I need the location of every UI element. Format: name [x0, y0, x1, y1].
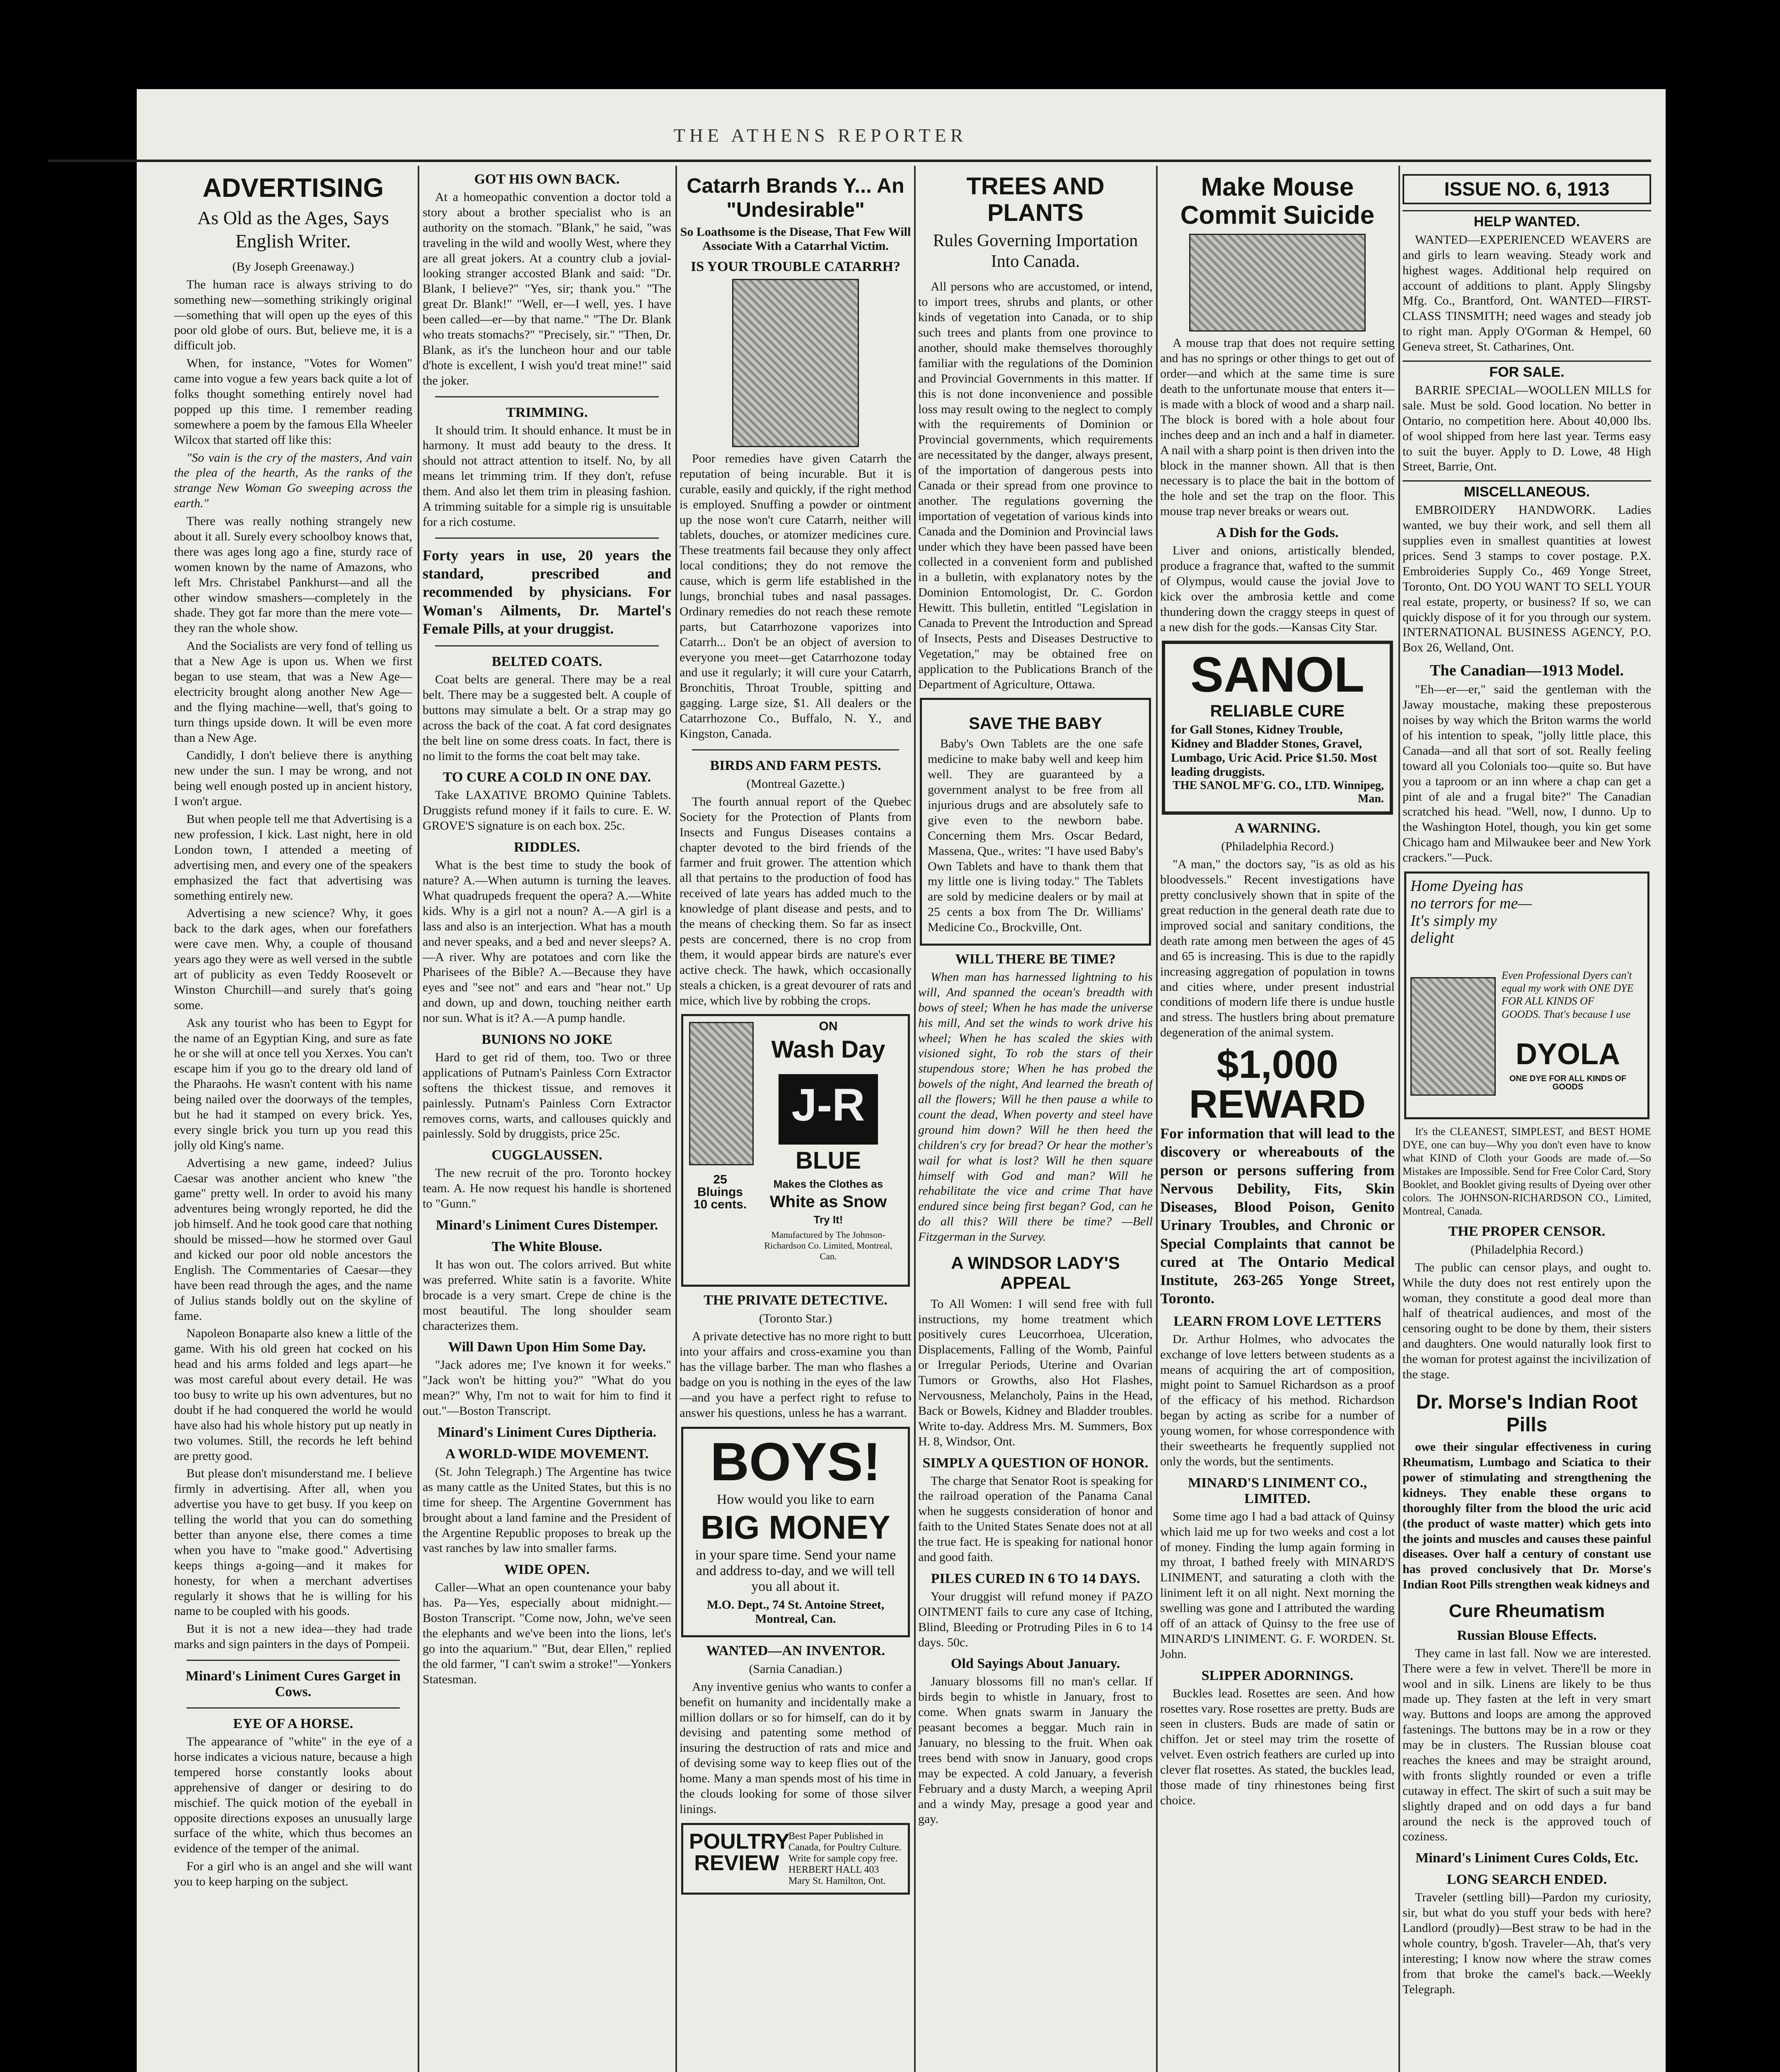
- headline-canadian-model: The Canadian—1913 Model.: [1430, 662, 1624, 680]
- byline: (Toronto Star.): [759, 1312, 832, 1326]
- article-paragraph: "Jack adores me; I've known it for weeks." "Jack won't be hitting you?" "What do you mean?" Why, I'm not to wait for him to find it out."—Boston Transcript.: [423, 1358, 671, 1418]
- pointing-hand-illustration: [689, 1022, 754, 1165]
- byline: (Philadelphia Record.): [1221, 840, 1334, 854]
- headline-eye-of-horse: EYE OF A HORSE.: [233, 1716, 353, 1732]
- headline-birds: BIRDS AND FARM PESTS.: [710, 758, 881, 773]
- article-paragraph: What is the best time to study the book of nature? A.—When autumn is turning the leaves. What quadrupeds frequent the opera? A.—White kids. Why is a girl not a noun? A.—A girl is a lass and also is an interjection. What has a mouth and never speaks, and a bed and never sleeps? A.—A river. Why are potatoes and corn like the Pharisees of the Bible? A.—Because they have eyes and "see not" and ears and "hear not." Up and down, up and down, touching neither earth nor sun. What is it? A.—A pump handle.: [423, 858, 671, 1025]
- headline-belted-coats: BELTED COATS.: [491, 654, 602, 670]
- headline-wanted-inventor: WANTED—AN INVENTOR.: [706, 1643, 885, 1658]
- headline-minards-liniment-co: MINARD'S LINIMENT CO., LIMITED.: [1188, 1475, 1367, 1506]
- sanol-subtitle: RELIABLE CURE: [1210, 702, 1345, 721]
- column-rule: [675, 166, 677, 2072]
- subhead-advertising: As Old as the Ages, Says English Writer.: [197, 207, 389, 252]
- column-rule: [1398, 166, 1400, 2072]
- headline-mouse-suicide: Make Mouse Commit Suicide: [1180, 173, 1375, 230]
- reward-ad: [1160, 1042, 1395, 1308]
- column-rule: [418, 166, 419, 2072]
- sanol-text: for Gall Stones, Kidney Trouble, Kidney and Bladder Stones, Gravel, Lumbago, Uric Acid. Price $1.50. Most leading druggists.: [1171, 723, 1377, 779]
- subhead-catarrh: So Loathsome is the Disease, That Few Will Associate With a Catarrhal Victim.: [680, 225, 911, 253]
- headline-trimming: TRIMMING.: [506, 404, 588, 420]
- headline-cure-cold: TO CURE A COLD IN ONE DAY.: [443, 770, 651, 785]
- dyola-one-dye: ONE DYE FOR ALL KINDS OF GOODS: [1509, 1074, 1627, 1092]
- heading-for-sale: FOR SALE.: [1403, 361, 1651, 380]
- masthead: THE ATHENS REPORTER: [673, 125, 967, 146]
- reward-amount: $1,000: [1216, 1042, 1338, 1087]
- column-five: [1160, 166, 1395, 2072]
- filler-line: For a girl who is an angel and she will want you to keep harping on the subject.: [174, 1859, 412, 1889]
- top-rule: [48, 160, 1651, 162]
- minards-notice: Minard's Liniment Cures Colds, Etc.: [1415, 1850, 1638, 1866]
- headline-will-dawn: Will Dawn Upon Him Some Day.: [448, 1339, 646, 1355]
- classified-text: BARRIE SPECIAL—WOOLLEN MILLS for sale. Must be sold. Good location. No better in Ontario, no competition here. About 40,000 lbs. of wool shipped from here last year. Terms easy to suit the buyer. Apply to D. Lowe, 48 High Street, Barrie, Ont.: [1403, 383, 1651, 474]
- column-rule: [1156, 166, 1158, 2072]
- article-paragraph: "Eh—er—er," said the gentleman with the Jaway moustache, making these preposterous noises by way which the Briton warms the world of his intention to speak, "jolly little place, this Canada—and all that sort of sot. Really feeling toward all you Colonials too—quite so. But have you a taproom or an inn where a chap can get a pint of ale and a frugal bite?" The Canadian scratched his head. "Well, now, I dunno. Up to the Washington Hotel, though, you kin get some Chicago ham and Milwaukee beer and New York crackers."—Puck.: [1403, 683, 1651, 865]
- washday-maker: Manufactured by The Johnson-Richardson Co. Limited, Montreal, Can.: [764, 1230, 892, 1262]
- article-paragraph: January blossoms fill no man's cellar. If birds begin to whistle in January, frost to come. When gnats swarm in January the peasant becomes a beggar. Much rain in January, no blessing to the fruit. When oak trees bend with snow in January, good crops may be expected. A cold January, a feverish February and a dusty March, a weeping April and a windy May, presage a good year and gay.: [918, 1675, 1153, 1826]
- headline-private-detective: THE PRIVATE DETECTIVE.: [704, 1293, 888, 1308]
- column-advertising: [174, 166, 412, 2072]
- headline-russian-blouse: Russian Blouse Effects.: [1457, 1627, 1597, 1643]
- headline-white-blouse: The White Blouse.: [491, 1239, 602, 1254]
- byline: (Sarnia Canadian.): [749, 1662, 842, 1676]
- article-paragraph: Baby's Own Tablets are the one safe medicine to make baby well and keep him well. They are guaranteed by a government analyst to be free from all injurious drugs and are absolutely safe to give even to the newborn babe. Concerning them Mrs. Oscar Bedard, Massena, Que., writes: "I have used Baby's Own Tablets and have to thank them that my little one is living today." The Tablets are sold by medicine dealers or by mail at 25 cents a box from The Dr. Williams' Medicine Co., Brockville, Ont.: [928, 737, 1143, 934]
- headline-save-the-baby: SAVE THE BABY: [969, 714, 1102, 733]
- boys-big-money: BIG MONEY: [701, 1508, 890, 1546]
- boys-question: How would you like to earn: [716, 1491, 875, 1507]
- headline-catarrh: Catarrh Brands Y... An "Undesirable": [687, 174, 905, 221]
- morse-cure-rheumatism: Cure Rheumatism: [1449, 1601, 1605, 1622]
- article-paragraph: Hard to get rid of them, too. Two or three applications of Putnam's Painless Corn Extractor softens the thickest tissue, and removes it painlessly. Putnam's Painless Corn Extractor removes corns, warts, and callouses quickly and painlessly. Sold by druggists, price 25c.: [423, 1050, 671, 1141]
- divider: [692, 749, 899, 750]
- minards-notice: Minard's Liniment Cures Diptheria.: [437, 1424, 657, 1440]
- article-paragraph: Ask any tourist who has been to Egypt for the name of an Egyptian King, and sure as fate he or she will at once tell you Xerxes. You can't escape him if you go to the dreary old land of the Pharaohs. He wasn't content with his name being nailed over the doorways of the temples, but he had it stamped on every brick. Yes, every single brick you turn up you read this jolly old King's name.: [174, 1016, 412, 1152]
- divider: [435, 645, 659, 646]
- article-paragraph: Candidly, I don't believe there is anything new under the sun. I may be wrong, and not being well enough posted up in ancient history, I won't argue.: [174, 748, 412, 808]
- article-paragraph: But it is not a new idea—they had trade marks and sign painters in the days of Pompeii.: [174, 1622, 412, 1651]
- morse-text: owe their singular effectiveness in curing Rheumatism, Lumbago and Sciatica to their power of stimulating and strengthening the kidneys. They enable these organs to thoroughly filter from the blood the uric acid (the product of waste matter) which gets into the joints and muscles and causes these painful diseases. Over half a century of constant use has proved conclusively that Dr. Morse's Indian Root Pills strengthen weak kidneys and: [1403, 1440, 1651, 1592]
- boys-text: in your spare time. Send your name and address to-day, and we will tell you all about it.: [695, 1547, 896, 1594]
- article-paragraph: To All Women: I will send free with full instructions, my home treatment which positively cures Leucorrhoea, Ulceration, Displacements, Falling of the Womb, Painful or Irregular Periods, Uterine and Ovarian Tumors or Growths, also Hot Flashes, Nervousness, Melancholy, Pains in the Head, Back or Bowels, Kidney and Bladder troubles. Write to-day. Address Mrs. M. Summers, Box H. 8, Windsor, Ont.: [918, 1297, 1153, 1448]
- article-paragraph: Buckles lead. Rosettes are seen. And how rosettes vary. Rose rosettes are pretty. Buds are seen in clusters. Buds are made of satin or chiffon. Jet or steel may trim the rosette of velvet. Even ostrich feathers are curled up into clever flat rosettes. As stated, the buckles lead, those made of tiny rhinestones being first choice.: [1160, 1686, 1395, 1807]
- headline-warning: A WARNING.: [1234, 821, 1320, 836]
- article-paragraph: The appearance of "white" in the eye of a horse indicates a vicious nature, because a high tempered horse constantly looks about apprehensive of danger or desiring to do mischief. The quick motion of the eyeball in opposite directions exposes an unusually large surface of the white, which thus becomes an evidence of the temper of the animal.: [174, 1735, 412, 1856]
- headline-advertising: ADVERTISING: [202, 173, 384, 203]
- jr-logo: J-R: [779, 1074, 878, 1145]
- divider: [186, 1707, 400, 1709]
- article-paragraph: But please don't misunderstand me. I believe firmly in advertising. After all, when you advertise you have to get busy. If you keep on telling the world that you can do something better than anyone else, there comes a time when you have to "make good." Advertising keeps things a-going—and it makes for honesty, for when a merchant advertises regularly it shows that he is willing for his name to be coupled with his goods.: [174, 1467, 412, 1618]
- article-paragraph: Advertising a new game, indeed? Julius Caesar was another ancient who knew "the game" pretty well. In order to avoid his many adventures being wrongly reported, he did the job himself. And he took good care that nothing should be missed—how he stormed over Gaul and kicked our poor old noble ancestors the English. The Commentaries of Caesar—they have been read through the ages, and the name of Julius stands boldly out on the skyline of fame.: [174, 1156, 412, 1323]
- jr-blue: BLUE: [796, 1147, 861, 1174]
- article-paragraph: And the Socialists are very fond of telling us that a New Age is upon us. When we first began to use steam, that was a New Age—electricity brought along another New Age—and the flying machine—well, that's going to turn things upside down. It will be even more than a New Age.: [174, 639, 412, 745]
- article-paragraph: All persons who are accustomed, or intend, to import trees, shrubs and plants, or other kinds of vegetation into Canada, or to ship such trees and plants from one province to another, should make themselves thoroughly familiar with the regulations of the Dominion and Provincial Governments in this matter. If this is not done inconvenience and possible loss may result owing to the neglect to comply with the requirements of Dominion or Provincial governments, which requirements are necessitated by the danger, always present, of the importation of dangerous pests into Canada or their spread from one province to another. The regulations governing the importation of vegetation of various kinds into Canada and the Dominion and Provincial laws under which they have been passed have been collected in a convenient form and published in a bulletin, with explanatory notes by the Dominion Entomologist, Dr. C. Gordon Hewitt. This bulletin, entitled "Legislation in Canada to Prevent the Introduction and Spread of Insects, Pests and Diseases Destructive to Vegetation," may be obtained free on application to the Publications Branch of the Department of Agriculture, Ottawa.: [918, 280, 1153, 691]
- article-paragraph: When, for instance, "Votes for Women" came into vogue a few years back quite a lot of folks thought something entirely novel had popped up this time. I remember reading somewhere a poem by the famous Ella Wheeler Wilcox that started off like this:: [174, 356, 412, 447]
- dyola-brand: DYOLA: [1516, 1037, 1620, 1071]
- article-paragraph: The public can censor plays, and ought to. While the duty does not rest entirely upon the woman, they constitute a good deal more than half of theatrical audiences, and most of the censoring ought to be done by them, their sisters and daughters. One would naturally look first to the woman for protest against the incivilization of the stage.: [1403, 1260, 1651, 1381]
- byline: (By Joseph Greenaway.): [232, 259, 354, 274]
- washday-makes: Makes the Clothes as: [773, 1178, 883, 1191]
- article-paragraph: "A man," the doctors say, "is as old as his bloodvessels." Recent investigations have pretty conclusively shown that in spite of the great reduction in the general death rate due to improved social and sanitary conditions, the death rate among men between the ages of 45 and 65 is increasing. This is due to the rapidly increasing aggregation of population in towns and cities where, under present industrial conditions of modern life there is undue hustle and stress. The hustlers bring about premature degeneration of the animal system.: [1160, 857, 1395, 1040]
- sanol-title: SANOL: [1190, 647, 1364, 703]
- headline-world-wide: A WORLD-WIDE MOVEMENT.: [445, 1446, 649, 1462]
- byline: (Philadelphia Record.): [1470, 1242, 1583, 1256]
- washday-try: Try It!: [813, 1213, 843, 1226]
- washday-price: 25 Bluings 10 cents.: [693, 1173, 747, 1212]
- article-paragraph: A mouse trap that does not require setting and has no springs or other things to get out of order—and which at the same time is sure death to the unfortunate mouse that enters it—is made with a block of wood and a sharp nail. The block is bored with a hole about four inches deep and an inch and a half in diameter. A nail with a sharp point is then driven into the block in the manner shown. All that is then necessary is to place the bait in the bottom of the hole and set the trap on the floor. This mouse trap never breaks or wears out.: [1160, 336, 1395, 518]
- poultry-review-ad: [681, 1823, 910, 1895]
- headline-got-his-own-back: GOT HIS OWN BACK.: [474, 172, 620, 187]
- boys-ad: [681, 1427, 910, 1637]
- headline-piles-cured: PILES CURED IN 6 TO 14 DAYS.: [931, 1571, 1140, 1586]
- headline-cugglaussen: CUGGLAUSSEN.: [491, 1147, 602, 1163]
- headline-slipper-adornings: SLIPPER ADORNINGS.: [1201, 1668, 1354, 1683]
- article-paragraph: Dr. Arthur Holmes, who advocates the exchange of love letters between students as a means of acquiring the art of composition, might point to Samuel Richardson as a proof of the efficacy of his method. Richardson began by acting as scribe for a number of young women, for whose correspondence with their sweethearts he frequently supplied not only the words, but the sentiments.: [1160, 1332, 1395, 1468]
- woman-dyeing-illustration: [1410, 977, 1496, 1096]
- article-paragraph: It has won out. The colors arrived. But white was preferred. White satin is a favorite. White brocade is a very smart. Crepe de chine is the most beautiful. The long shoulder seam characterizes them.: [423, 1257, 671, 1333]
- boys-title: BOYS!: [710, 1431, 881, 1492]
- headline-love-letters: LEARN FROM LOVE LETTERS: [1173, 1313, 1381, 1329]
- article-paragraph: Some time ago I had a bad attack of Quinsy which laid me up for two weeks and cost a lot of money. Finding the lump again forming in my throat, I bathed freely with MINARD'S LINIMENT, and saturating a cloth with the liniment left it on all night. Next morning the swelling was gone and I attributed the warding off of an attack of Quinsy to the free use of MINARD'S LINIMENT. G. F. WORDEN. St. John.: [1160, 1509, 1395, 1661]
- dyola-headline: Home Dyeing has no terrors for me—It's simply my delight: [1410, 877, 1532, 947]
- article-paragraph: Take LAXATIVE BROMO Quinine Tablets. Druggists refund money if it fails to cure. E. W. GROVE'S signature is on each box. 25c.: [423, 788, 671, 833]
- sanol-ad: [1162, 641, 1393, 815]
- column-classifieds: [1403, 166, 1651, 2072]
- poem-quote: "So vain is the cry of the masters, And vain the plea of the hearth, As the ranks of the strange New Woman Go sweeping across the earth.": [174, 450, 412, 511]
- headline-riddles: RIDDLES.: [514, 840, 580, 855]
- minards-notice: Minard's Liniment Cures Distemper.: [435, 1217, 658, 1233]
- washday-title: Wash Day: [771, 1036, 885, 1063]
- byline: (Montreal Gazette.): [746, 777, 845, 791]
- article-paragraph: A private detective has no more right to butt into your affairs and cross-examine you than has the village barber. The man who flashes a badge on you is nothing in the eyes of the law—and you have a perfect right to refuse to answer his questions, unless he has a warrant.: [680, 1329, 912, 1420]
- article-paragraph: Caller—What an open countenance your baby has. Pa—Yes, especially about midnight.—Boston Transcript. "Come now, John, we've seen the elephants and we've been into the lions, let's go into the aquarium." "But, dear Ellen," replied the old farmer, "I can't swim a stroke!"—Yonkers Statesman.: [423, 1581, 671, 1686]
- headline-old-sayings: Old Sayings About January.: [950, 1656, 1120, 1672]
- column-rule: [914, 166, 916, 2072]
- save-the-baby-box: [920, 698, 1151, 946]
- article-paragraph: They came in last fall. Now we are interested. There were a few in velvet. There'll be more in wool and in silk. Linens are likely to be thus made up. They fasten at the left in very smart way. Buttons and loops are among the approved fastenings. The buttons may be in a row or they may be in clusters. The Russian blouse coat reaches the knees and may be straight around, with fronts slightly rounded or even a trifle cutaway in effect. The skirt of such a suit may be slightly draped and on odd days a fur band around the neck is the approved touch of coziness.: [1403, 1646, 1651, 1844]
- catarrh-illustration: [732, 279, 859, 447]
- article-paragraph: But when people tell me that Advertising is a new profession, I kick. Last night, here in old London town, I attended a meeting of advertising men, and every one of the speakers emphasized the fact that advertising was something entirely new.: [174, 812, 412, 903]
- column-four: [918, 166, 1153, 2072]
- article-paragraph: Your druggist will refund money if PAZO OINTMENT fails to cure any case of Itching, Blind, Bleeding or Protruding Piles in 6 to 14 days. 50c.: [918, 1589, 1153, 1649]
- headline-wide-open: WIDE OPEN.: [504, 1562, 590, 1578]
- article-paragraph: At a homeopathic convention a doctor told a story about a brother specialist who is an authority on the stomach. "Blank," he said, "was traveling in the wild and woolly West, where they are all great jokers. At a country club a jovial-looking stranger accosted Blank and said: "Dr. Blank, I believe?" "Yes, sir; thank you." "The great Dr. Blank!" "Well, er—I well, yes. I have been called—er—by that name." "The Dr. Blank who treats stomachs?" "Precisely, sir." "Then, Dr. Blank, as it's the luncheon hour and our table d'hote is excellent, I wish you'd treat mine!" said the joker.: [423, 190, 671, 387]
- column-two: [423, 166, 671, 2072]
- article-paragraph: The charge that Senator Root is speaking for the railroad operation of the Panama Canal when he suggests consideration of honor and faith to the United States Senate does not at all the true fact. He is speaking for national honor and good faith.: [918, 1474, 1153, 1564]
- headline-proper-censor: THE PROPER CENSOR.: [1448, 1223, 1606, 1239]
- article-paragraph: It should trim. It should enhance. It must be in harmony. It must add beauty to the dress. It should not attract attention to itself. No, by all means let trimming trim. If they don't, refuse them. And also let them trim in pleasing fashion. A trimming suitable for a simple rig is unsuitable for a rich costume.: [423, 423, 671, 529]
- headline-bunions: BUNIONS NO JOKE: [481, 1031, 612, 1047]
- subhead-trees: Rules Governing Importation Into Canada.: [933, 231, 1138, 271]
- headline-windsor-lady: A WINDSOR LADY'S APPEAL: [951, 1253, 1120, 1293]
- article-paragraph: Traveler (settling bill)—Pardon my curiosity, sir, but what do you stuff your beds with here? Landlord (proudly)—Best straw to be had in the whole country, b'gosh. Traveler—Ah, that's very interesting; I know now where the straw comes from that broke the camel's back.—Weekly Telegraph.: [1403, 1890, 1651, 1996]
- poultry-title: POULTRY REVIEW: [689, 1829, 790, 1875]
- dyola-description: It's the CLEANEST, SIMPLEST, and BEST HOME DYE, one can buy—Why you don't even have to know what KIND of Cloth your Goods are made of.—So Mistakes are Impossible. Send for Free Color Card, Story Booklet, and Booklet giving results of Dyeing over other colors. The JOHNSON-RICHARDSON CO., Limited, Montreal, Canada.: [1403, 1125, 1651, 1217]
- article-paragraph: Any inventive genius who wants to confer a benefit on humanity and incidentally make a million dollars or so for himself, can do it by devising and patenting some method of insuring the destruction of rats and mice and of devising some way to keep flies out of the home. Many a man spends most of his time in the clouds looking for some of those silver linings.: [680, 1680, 912, 1816]
- divider: [186, 1660, 400, 1661]
- reward-text: For information that will lead to the discovery or whereabouts of the person or persons suffering from Nervous Debility, Fits, Skin Diseases, Blood Poison, Genito Urinary Troubles, and Chronic or Special Complaints that cannot be cured at The Ontario Medical Institute, 263-265 Yonge Street, Toronto.: [1160, 1125, 1395, 1307]
- martel-pills-ad: Forty years in use, 20 years the standard, prescribed and recommended by physicians. For Woman's Ailments, Dr. Martel's Female Pills, at your druggist.: [423, 547, 671, 637]
- dyola-text: Even Professional Dyers can't equal my work with ONE DYE FOR ALL KINDS OF GOODS. That's because I use: [1502, 969, 1634, 1020]
- article-paragraph: The human race is always striving to do something new—something strikingly original—something that will open up the eyes of this poor old globe of ours. But, believe me, it is a difficult job.: [174, 277, 412, 353]
- classified-text: EMBROIDERY HANDWORK. Ladies wanted, we buy their work, and sell them all supplies even in smallest quantities at lowest prices. Send 3 stamps to cover postage. P.X. Embroideries Supply Co., 469 Yonge Street, Toronto, Ont. DO YOU WANT TO SELL YOUR real estate, property, or business? If so, we can quickly dispose of it for you through our system. INTERNATIONAL BUSINESS AGENCY, P.O. Box 26, Welland, Ont.: [1403, 503, 1651, 655]
- article-paragraph: Poor remedies have given Catarrh the reputation of being incurable. But it is curable, easily and quickly, if the right method is employed. Snuffing a powder or ointment up the nose won't cure Catarrh, neither will tablets, douches, or atomizer medicines cure. These treatments fail because they only affect local conditions; they do not remove the cause, which is germ life established in the lungs, bronchial tubes and nasal passages. Ordinary remedies do not reach these remote parts, but Catarrhozone vaporizes into Catarrh... Don't be an object of aversion to everyone you meet—get Catarrhozone today and use it regularly; it will cure your Catarrh, Bronchitis, Throat Trouble, spitting and gagging. Large size, $1. All dealers or the Catarrhozone Co., Buffalo, N. Y., and Kingston, Canada.: [680, 452, 912, 741]
- heading-miscellaneous: MISCELLANEOUS.: [1403, 480, 1651, 500]
- headline-morse-pills: Dr. Morse's Indian Root Pills: [1416, 1391, 1638, 1436]
- dyola-ad: [1404, 871, 1649, 1119]
- mouse-trap-illustration: [1189, 234, 1366, 332]
- reward-title: REWARD: [1189, 1082, 1366, 1127]
- article-paragraph: The new recruit of the pro. Toronto hockey team. A. He now request his handle is shortened to "Gunn.": [423, 1166, 671, 1211]
- catarrh-question: IS YOUR TROUBLE CATARRH?: [691, 259, 900, 274]
- headline-dish-for-gods: A Dish for the Gods.: [1216, 525, 1339, 541]
- article-paragraph: Advertising a new science? Why, it goes back to the dark ages, when our forefathers were cave men. Why, a couple of thousand years ago they were as well versed in the subtle art of publicity as even Teddy Roosevelt or Winston Churchill—and surely that's going some.: [174, 906, 412, 1012]
- classified-text: WANTED—EXPERIENCED WEAVERS are and girls to learn weaving. Steady work and highest wages. Additional help required on account of additions to plant. Apply Slingsby Mfg. Co., Brantford, Ont. WANTED—FIRST-CLASS TINSMITH; need wages and steady job to right man. Apply O'Gorman & Hempel, 60 Geneva street, St. Catharines, Ont.: [1403, 232, 1651, 354]
- divider: [435, 396, 659, 397]
- article-paragraph: The fourth annual report of the Quebec Society for the Protection of Plants from Insects and Fungus Diseases contains a chapter devoted to the bird friends of the farmer and fruit grower. The attention which all that pertains to the production of food has received of late years has added much to the knowledge of plant disease and pests, and to the means of checking them. So far as insect pests are concerned, there is no crop from them, it would appear birds are nature's ever active check. The hawk, which occasionally steals a chicken, is a great devourer of rats and mice, which live by robbing the crops.: [680, 794, 912, 1007]
- poem-text: When man has harnessed lightning to his will, And spanned the ocean's breadth with bows of steel; When he has made the universe his mill, And set the winds to work drive his wheel; When he has scaled the skies with visioned sight, To rob the stars of their stupendous store; When he has probed the bowels of the night, And learned the breath of all the flowers; Will he then pause a while to count the dead, When poverty and steel have ground him down? Will he then heed the children's cry for bread? Or hear the mother's wail for what is lost? Will he then square himself with God and man? Will he rehabilitate the vice and crime That have endured since being first began? God, can he do all this? Will there be time? —Bell Fitzgerman in the Survey.: [918, 970, 1153, 1244]
- headline-long-search: LONG SEARCH ENDED.: [1446, 1872, 1607, 1888]
- sanol-company: THE SANOL MF'G. CO., LTD. Winnipeg, Man.: [1173, 779, 1384, 806]
- boys-address: M.O. Dept., 74 St. Antoine Street, Montreal, Can.: [706, 1598, 885, 1626]
- headline-question-of-honor: SIMPLY A QUESTION OF HONOR.: [922, 1455, 1149, 1471]
- article-paragraph: (St. John Telegraph.) The Argentine has twice as many cattle as the United States, but this is no time for sheep. The Argentine Government has brought about a land famine and the President of the Argentine Republic proposes to break up the vast ranches by law into smaller farms.: [423, 1464, 671, 1555]
- article-paragraph: Napoleon Bonaparte also knew a little of the game. With his old green hat cocked on his head and his arms folded and legs apart—he was most careful about every detail. He was too busy to write up his own adventures, but no doubt if he had conquered the world he would have also had his whole history put up neatly in two volumes. Still, the records he left behind are pretty good.: [174, 1326, 412, 1463]
- divider: [435, 537, 659, 539]
- washday-on: ON: [819, 1019, 838, 1034]
- headline-will-there-be-time: WILL THERE BE TIME?: [955, 951, 1116, 967]
- minards-notice: Minard's Liniment Cures Garget in Cows.: [186, 1668, 401, 1700]
- article-paragraph: Liver and onions, artistically blended, produce a fragrance that, wafted to the summit of Olympus, would cause the jovial Jove to kick over the ambrosia kettle and come thundering down the craggy steeps in quest of a new dish for the gods.—Kansas City Star.: [1160, 544, 1395, 634]
- heading-help-wanted: HELP WANTED.: [1403, 210, 1651, 230]
- washday-white: White as Snow: [769, 1193, 887, 1211]
- headline-trees-and-plants: TREES AND PLANTS: [966, 173, 1105, 226]
- column-three: [680, 166, 912, 2072]
- article-paragraph: There was really nothing strangely new about it all. Surely every schoolboy knows that, there was ages long ago a fine, sturdy race of women known by the name of Amazons, who left Mrs. Christabel Pankhurst—and all the other window smashers—completely in the shade. They got far more than the mere vote—they ran the whole show.: [174, 514, 412, 635]
- jr-blue-ad: [681, 1014, 910, 1287]
- poultry-text: Best Paper Published in Canada, for Poultry Culture. Write for sample copy free. HERBERT HALL 403 Mary St. Hamilton, Ont.: [788, 1830, 902, 1886]
- issue-number: ISSUE NO. 6, 1913: [1403, 174, 1651, 204]
- article-paragraph: Coat belts are general. There may be a real belt. There may be a suggested belt. A couple of buttons may simulate a belt. Or a strap may go across the back of the coat. A fat cord designates the belt line on some dress coats. In fact, there is no limit to the forms the coat belt may take.: [423, 673, 671, 763]
